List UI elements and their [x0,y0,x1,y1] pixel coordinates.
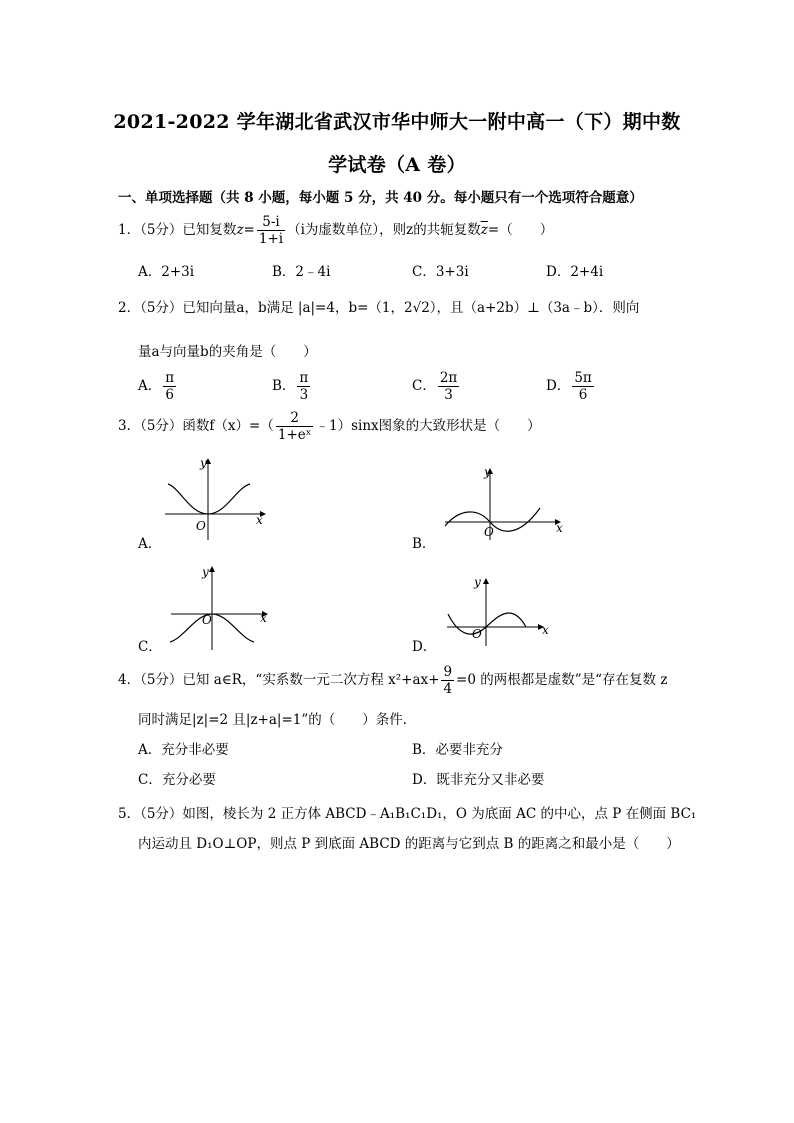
q2-option-d-label: D． [546,378,571,394]
q2-option-a [138,370,178,403]
q2-option-a-num: π [165,370,175,386]
q4-line1-a: 4．（5分）已知 a∈R，“实系数一元二次方程 x²+ax+ [118,672,440,688]
q3-stem-b: ﹣1）sinx图象的大致形状是（ ） [315,418,541,434]
q3-c-origin: O [202,613,212,627]
q2-option-c-num: 2π [439,370,458,386]
q1-stem-b: （i为虚数单位），则z的共轭复数 [287,222,481,238]
q3-denominator: 1+eˣ [277,427,312,443]
q3-option-d-label: D． [412,639,437,655]
q2-option-d-num: 5π [574,370,592,386]
q3-a-origin: O [196,519,206,533]
q3-option-b-label: B． [412,536,436,552]
q1-option-d: D．2+4i [546,264,604,280]
q3-b-origin: O [484,525,494,539]
q3-graph-a [160,452,275,542]
q3-b-x-label: x [556,521,563,535]
q3-option-a-label: A． [138,536,162,552]
q2-option-c [412,370,461,403]
question-2-line2: 量a与向量b的夹角是（ ） [138,344,317,360]
q3-numerator: 2 [276,410,314,427]
q3-c-y-label: y [202,565,209,579]
question-4-line1 [118,664,667,697]
q3-d-y-label: y [474,575,481,589]
q1-stem-a: 1．（5分）已知复数 [118,222,237,238]
q4-option-a: A．充分非必要 [138,742,229,758]
q4-option-c: C．充分必要 [138,772,216,788]
question-5-line2: 内运动且 D₁O⊥OP，则点 P 到底面 ABCD 的距离与它到点 B 的距离之和最小是（ ） [138,836,680,852]
q2-option-c-den: 3 [444,387,453,403]
q1-option-a: A．2+3i [138,264,195,280]
q4-option-b: B．必要非充分 [412,742,503,758]
q1-option-b: B．2﹣4i [272,264,331,280]
question-5-line1: 5．（5分）如图，棱长为 2 正方体 ABCD﹣A₁B₁C₁D₁，O 为底面 AC 的中心，点 P 在侧面 BC₁ [118,806,697,822]
q2-option-a-den: 6 [165,387,174,403]
q3-d-x-label: x [542,623,549,637]
q3-c-x-label: x [260,611,267,625]
exam-title-line1: 2021-2022 学年湖北省武汉市华中师大一附中高一（下）期中数 [113,111,681,133]
q3-graph-d [442,572,557,647]
q1-option-c: C．3+3i [412,264,469,280]
question-2-line1: 2．（5分）已知向量a，b满足 |a|=4，b=（1，2√2），且（a+2b）⊥（3a﹣b）．则向 [118,300,640,316]
q2-option-b-num: π [299,370,309,386]
question-3-stem [118,410,541,443]
q2-option-b [272,370,312,403]
q2-option-c-label: C． [412,378,436,394]
q1-stem-c: =（ ） [487,222,554,238]
q1-numerator: 5-i [257,214,285,231]
q4-option-d: D．既非充分又非必要 [412,772,545,788]
section-heading: 一、单项选择题（共 8 小题，每小题 5 分，共 40 分。每小题只有一个选项符合题意） [118,190,643,206]
question-4-line2: 同时满足|z|=2 且|z+a|=1”的（ ）条件． [138,712,417,728]
q3-b-y-label: y [484,465,491,479]
q1-fraction [257,214,285,247]
q2-option-a-label: A． [138,378,162,394]
q3-graph-c [166,562,281,652]
exam-title-line2: 学试卷（A 卷） [328,154,466,176]
q3-graph-b [440,460,570,540]
q4-line1-b: =0 的两根都是虚数”是“存在复数 z [456,672,668,688]
q2-option-d [546,370,596,403]
q3-stem-a: 3．（5分）函数f（x）=（ [118,418,274,434]
q2-option-d-den: 6 [578,387,588,403]
q4-numerator: 9 [443,664,453,680]
q3-a-x-label: x [256,513,263,527]
q1-denominator: 1+i [258,231,284,247]
q1-z: z= [236,222,255,238]
q3-a-y-label: y [200,456,207,470]
q2-option-b-label: B． [272,378,296,394]
q3-d-origin: O [472,627,482,641]
q4-denominator: 4 [443,681,453,697]
q2-option-b-den: 3 [299,387,309,403]
question-1-stem [118,214,553,247]
q1-zbar: $\overline{z}$ [480,222,488,238]
q3-option-c-label: C． [138,639,162,655]
